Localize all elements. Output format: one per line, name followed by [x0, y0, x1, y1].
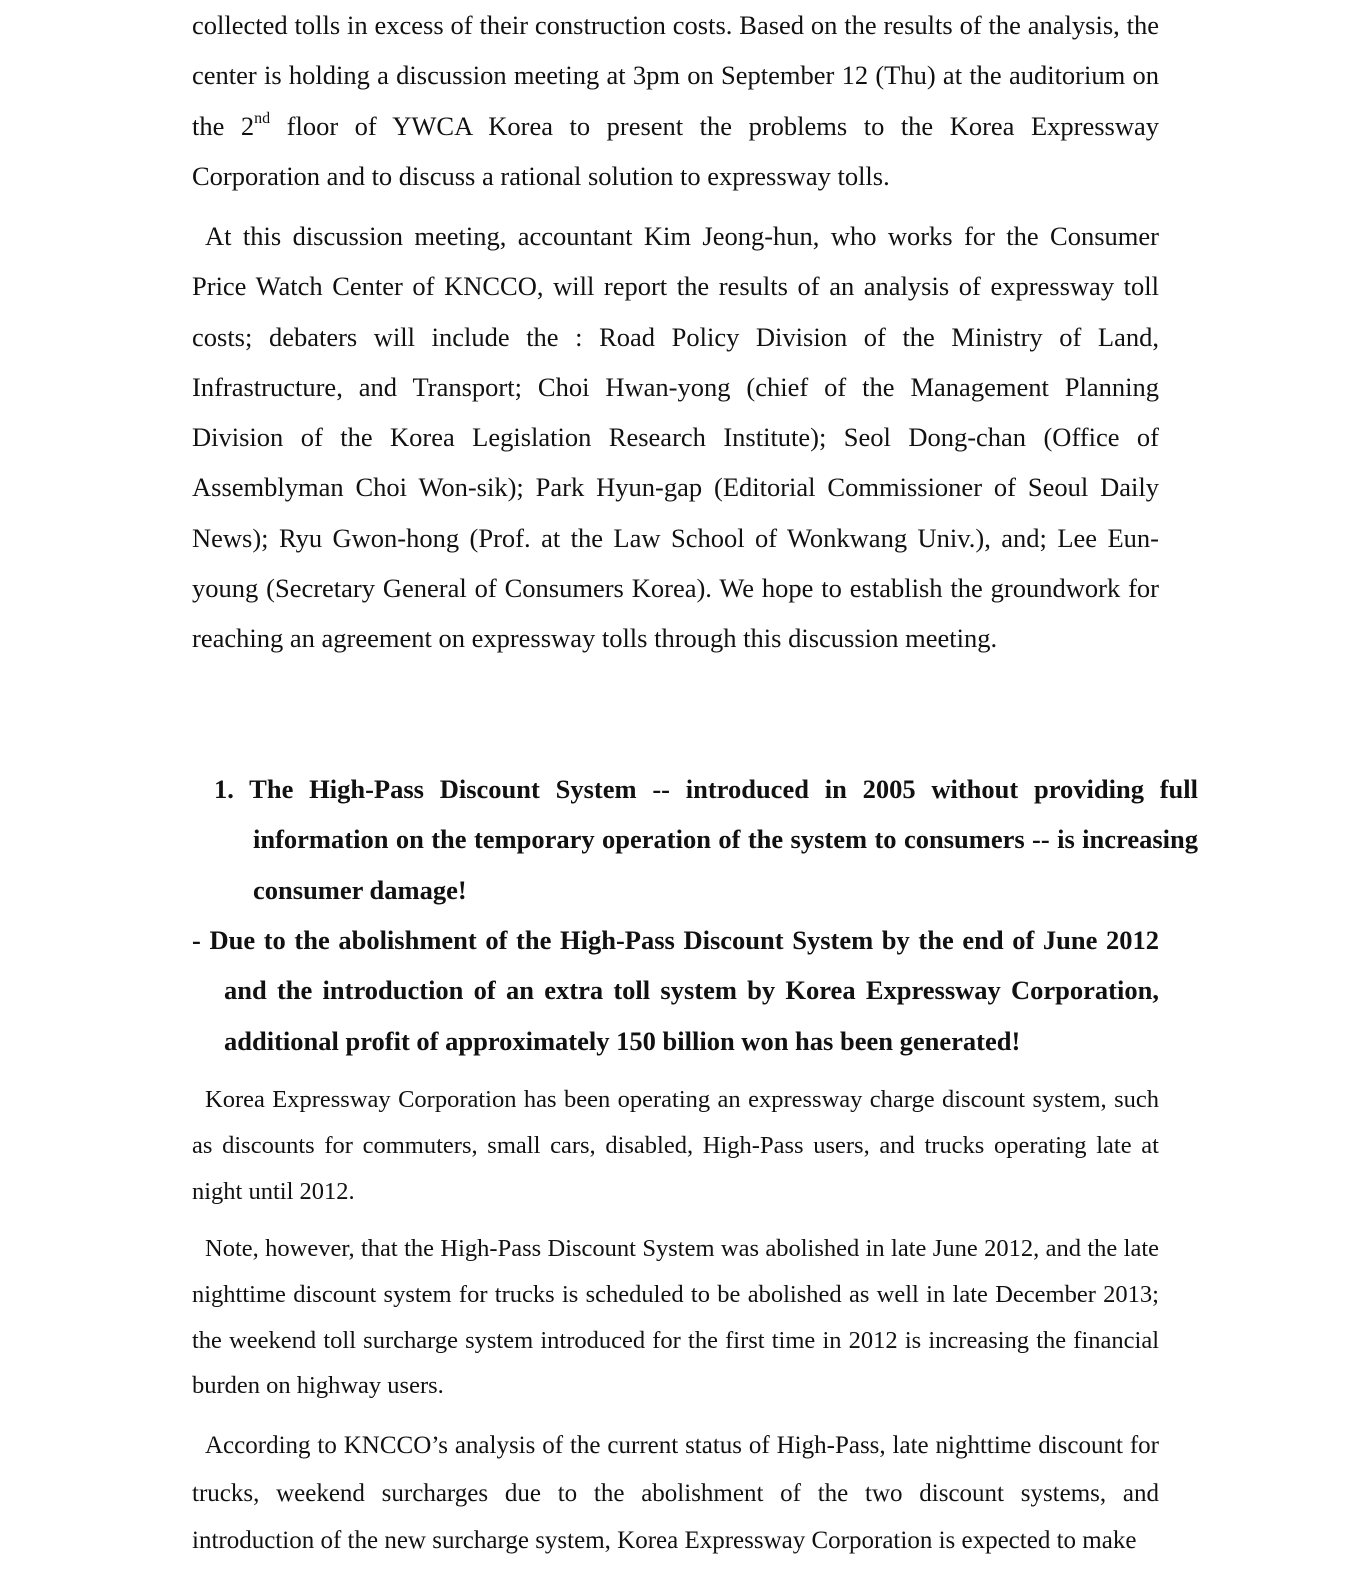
section-subheading: - Due to the abolishment of the High-Pass Discount System by the end of June 2012 and the introduction of an extra toll system by Korea Expressway Corporation, additional profit of approximately 150 billion won has been generated!: [192, 925, 1159, 1056]
paragraph-analysis: [192, 1422, 1159, 1565]
paragraph-debaters: [192, 211, 1159, 664]
ordinal-superscript: nd: [254, 109, 271, 127]
paragraph-abolishment: [192, 1226, 1159, 1409]
paragraph-text: At this discussion meeting, accountant Kim Jeong-hun, who works for the Consumer Price Watch Center of KNCCO, will report the results of an analysis of expressway toll costs; debaters will include the : Road Policy Division of the Ministry of Land, Infrastructure, and Transport; Choi Hwan-yong (chief of the Management Planning Division of the Korea Legislation Research Institute); Seol Dong-chan (Office of Assemblyman Choi Won-sik); Park Hyun-gap (Editorial Commissioner of Seoul Daily News); Ryu Gwon-hong (Prof. at the Law School of Wonkwang Univ.), and; Lee Eun-young (Secretary General of Consumers Korea). We hope to establish the groundwork for reaching an agreement on expressway tolls through this discussion meeting.: [192, 221, 1159, 654]
paragraph-text: Note, however, that the High-Pass Discount System was abolished in late June 2012, and the late nighttime discount system for trucks is scheduled to be abolished as well in late December 2013; the weekend toll surcharge system introduced for the first time in 2012 is increasing the financial burden on highway users.: [192, 1235, 1159, 1400]
section-heading-text: The High-Pass Discount System -- introduced in 2005 without providing full information on the temporary operation of the system to consumers -- is increasing consumer damage!: [249, 774, 1198, 905]
paragraph-text: Korea Expressway Corporation has been operating an expressway charge discount system, such as discounts for commuters, small cars, disabled, High-Pass users, and trucks operating late at night until 2012.: [192, 1086, 1159, 1205]
paragraph-meeting-announcement: [192, 0, 1159, 201]
paragraph-text-continued: floor of YWCA Korea to present the problems to the Korea Expressway Corporation and to discuss a rational solution to expressway tolls.: [192, 110, 1160, 191]
section-heading: [214, 764, 1198, 915]
paragraph-text: collected tolls in excess of their construction costs. Based on the results of the analysis, the center is holding a discussion meeting at 3pm on September 12 (Thu) at the auditorium on the 2: [192, 10, 1159, 141]
paragraph-text: According to KNCCO’s analysis of the current status of High-Pass, late nighttime discount for trucks, weekend surcharges due to the abolishment of the two discount systems, and introduction of the new surcharge system, Korea Expressway Corporation is expected to make: [192, 1432, 1159, 1554]
section-number: 1.: [214, 774, 234, 804]
paragraph-discount-system: [192, 1077, 1159, 1214]
